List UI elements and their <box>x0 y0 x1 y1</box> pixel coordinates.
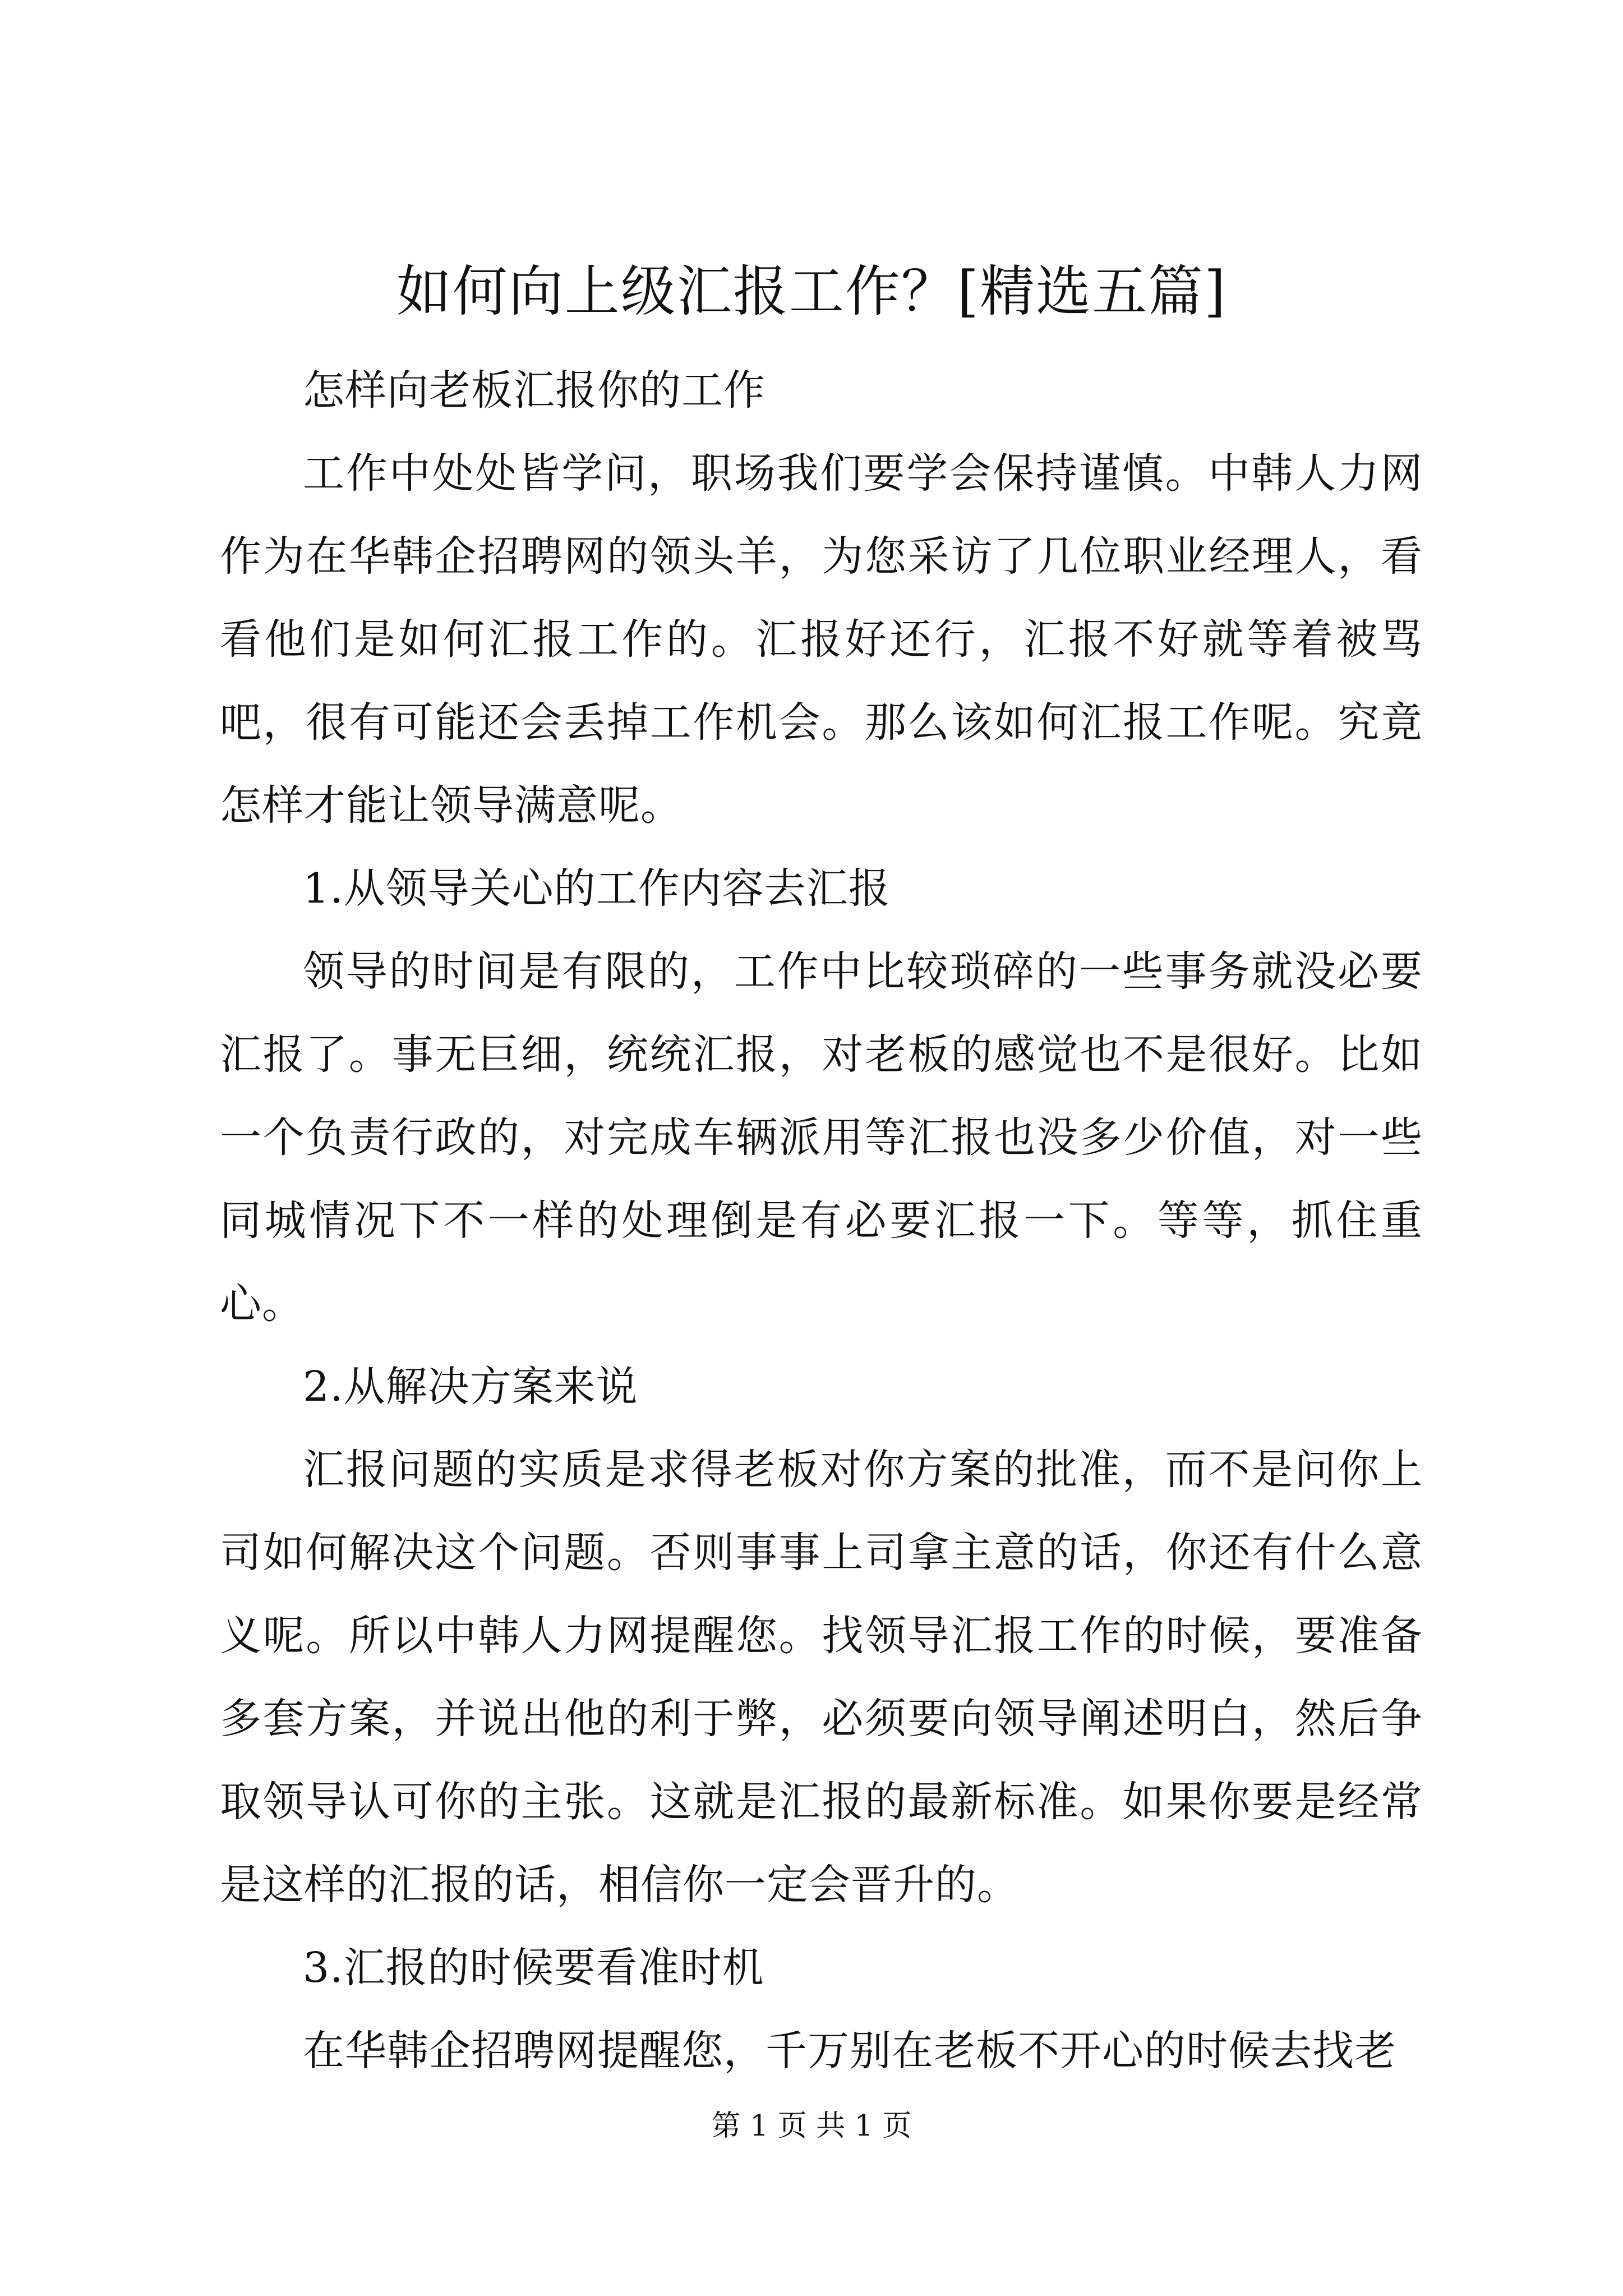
document-title: 如何向上级汇报工作？[精选五篇] <box>396 260 1227 324</box>
section-paragraph-3: 在华韩企招聘网提醒您，千万别在老板不开心的时候去找老 <box>303 2027 1396 2075</box>
section-heading-3: 3.汇报的时候要看准时机 <box>303 1944 764 1992</box>
section-paragraph-2: 汇报问题的实质是求得老板对你方案的批准，而不是问你上司如何解决这个问题。否则事事上司拿主意的话，你还有什么意义呢。所以中韩人力网提醒您。找领导汇报工作的时候，要准备多套方案，并说出他的利于弊，必须要向领导阐述明白，然后争取领导认可你的主张。这就是汇报的最新标准。如果你要是经常是这样的汇报的话，相信你一定会晋升的。 <box>220 1446 1423 1909</box>
section-heading-2: 2.从解决方案来说 <box>303 1363 638 1411</box>
document-body <box>220 349 1423 2092</box>
subtitle-paragraph: 怎样向老板汇报你的工作 <box>303 366 766 415</box>
intro-paragraph: 工作中处处皆学问，职场我们要学会保持谨慎。中韩人力网作为在华韩企招聘网的领头羊，为您采访了几位职业经理人，看看他们是如何汇报工作的。汇报好还行，汇报不好就等着被骂吧，很有可能还会丢掉工作机会。那么该如何汇报工作呢。究竟怎样才能让领导满意呢。 <box>220 449 1423 830</box>
section-heading-1: 1.从领导关心的工作内容去汇报 <box>303 864 891 913</box>
page-footer: 第 1 页 共 1 页 <box>711 2109 912 2143</box>
section-paragraph-1: 领导的时间是有限的，工作中比较琐碎的一些事务就没必要汇报了。事无巨细，统统汇报，对老板的感觉也不是很好。比如一个负责行政的，对完成车辆派用等汇报也没多少价值，对一些同城情况下不一样的处理倒是有必要汇报一下。等等，抓住重心。 <box>220 947 1423 1328</box>
